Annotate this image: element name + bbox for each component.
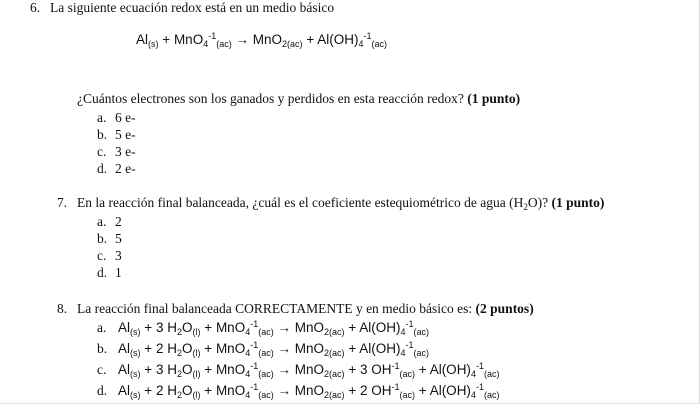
question-8-option-a[interactable]: a. $Al_{(s)} + 3$ $H_2O_{(l)} + MnO_4^{-1}_{(ac)} \to MnO_{2(ac)} + Al(OH)_4^{-1}_{(ac)}$ [97, 319, 429, 337]
question-8-option-c[interactable]: c. $Al_{(s)} + 3$ $H_2O_{(l)} + MnO_4^{-1}_{(ac)} \to MnO_{2(ac)} + 3$ $OH^{-1}_{(ac)} + Al(OH)_4^{-1}_{(ac)}$ [97, 361, 500, 379]
question-6-number: 6. [30, 0, 41, 15]
question-7-option-a[interactable]: a. 2 [97, 214, 122, 229]
question-8-option-b[interactable]: b. $Al_{(s)} + 2$ $H_2O_{(l)} + MnO_4^{-1}_{(ac)} \to MnO_{2(ac)} + Al(OH)_4^{-1}_{(ac)}$ [97, 340, 429, 358]
question-8-points: (2 puntos) [475, 301, 534, 316]
question-6-option-b[interactable]: b. 5 e- [97, 127, 136, 142]
question-7-prompt: 7. En la reacción final balanceada, ¿cuál es el coeficiente estequiométrico de agua $(H_2O)$? (1 punto) [57, 195, 605, 212]
question-7-option-d[interactable]: d. 1 [97, 265, 122, 280]
question-6-option-d[interactable]: d. 2 e- [97, 161, 136, 176]
question-6-points: (1 punto) [467, 91, 521, 106]
question-6-intro-text: La siguiente ecuación redox está en un medio básico [50, 0, 335, 15]
question-6-equation: $Al_{(s)} + MnO_4^{-1}_{(ac)} \to MnO_{2(ac)} + Al(OH)_4^{-1}_{(ac)}$ [136, 31, 387, 49]
question-7-points: (1 punto) [551, 195, 605, 210]
question-6-prompt-text: ¿Cuántos electrones son los ganados y perdidos en esta reacción redox? [77, 91, 464, 106]
question-6-intro [30, 0, 334, 16]
question-7-option-b[interactable]: b. 5 [97, 231, 122, 246]
question-7-prompt-text: En la reacción final balanceada, ¿cuál es el coeficiente estequiométrico de agua (H [77, 195, 524, 210]
question-7-number: 7. [57, 195, 68, 210]
question-7-option-c[interactable]: c. 3 [97, 248, 122, 263]
question-6-prompt [77, 91, 520, 107]
question-8-number: 8. [57, 301, 68, 316]
question-8-option-d[interactable]: d. $Al_{(s)} + 2$ $H_2O_{(l)} + MnO_4^{-1}_{(ac)} \to MnO_{2(ac)} + 2$ $OH^{-1}_{(ac)} + Al(OH)_4^{-1}_{(ac)}$ [97, 382, 500, 400]
question-8-prompt [57, 301, 534, 317]
question-6-option-c[interactable]: c. 3 e- [97, 144, 136, 159]
question-6-option-a[interactable]: a. 6 e- [97, 110, 136, 125]
question-8-prompt-text: La reacción final balanceada CORRECTAMENTE y en medio básico es: [77, 301, 473, 316]
